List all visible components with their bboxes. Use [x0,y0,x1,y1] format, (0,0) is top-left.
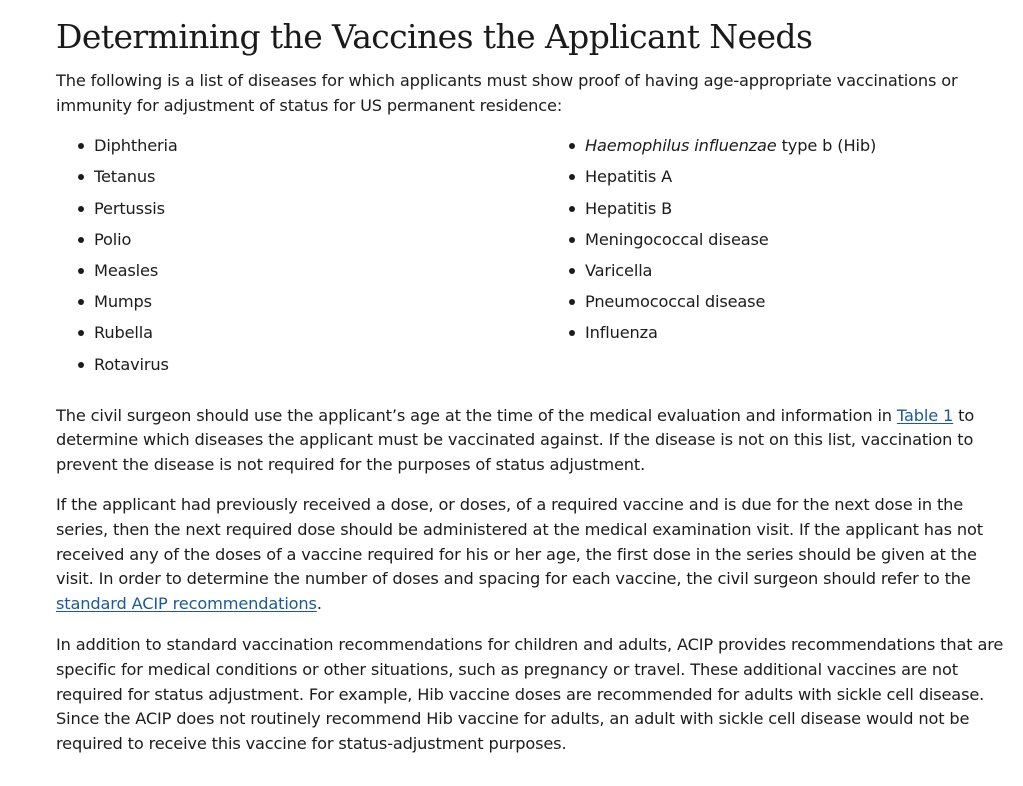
list-item [547,165,876,196]
bullet-icon [78,299,84,305]
disease-name: Rotavirus [94,354,169,374]
disease-name-italic: Haemophilus influenzae [585,136,777,156]
paragraph-text: The civil surgeon should use the applicant’s age at the time of the medical evaluation and information in [56,405,897,425]
disease-name: Hepatitis B [585,198,673,218]
list-item [547,321,876,352]
bullet-icon [569,174,575,180]
list-item [56,353,547,384]
bullet-icon [569,268,575,274]
disease-name: Hepatitis A [585,167,673,187]
bullet-icon [78,206,84,212]
paragraph-text: to determine which diseases the applicant must be vaccinated against. If the disease is not on this list, vaccination to prevent the disease is not required for the purposes of status adjustment. [56,405,975,474]
list-item [547,259,876,290]
disease-name: Tetanus [94,167,156,187]
bullet-icon [78,268,84,274]
disease-name: type b (Hib) [776,136,877,156]
disease-name: Pertussis [94,198,165,218]
page-title: Determining the Vaccines the Applicant Needs [56,17,813,56]
list-item [56,228,547,259]
disease-name: Diphtheria [94,136,178,156]
additional-recommendations-paragraph: In addition to standard vaccination recommendations for children and adults, ACIP provides recommendations that are specific for medical conditions or other situations, such as pregnancy or travel. These additional vaccines are not required for status adjustment. For example, Hib vaccine doses are recommended for adults with sickle cell disease. Since the ACIP does not routinely recommend Hib vaccine for adults, an adult with sickle cell disease would not be required to receive this vaccine for status-adjustment purposes. [56,635,1004,753]
bullet-icon [569,206,575,212]
bullet-icon [78,143,84,149]
list-item [56,134,547,165]
disease-name: Varicella [585,260,653,280]
bullet-icon [78,330,84,336]
disease-name: Pneumococcal disease [585,292,766,312]
list-item [547,134,876,165]
list-item [56,197,547,228]
bullet-icon [78,237,84,243]
bullet-icon [78,174,84,180]
disease-name: Measles [94,260,159,280]
list-item [56,259,547,290]
bullet-icon [569,330,575,336]
bullet-icon [569,143,575,149]
table-1-link[interactable]: Table 1 [896,405,954,425]
list-item [547,197,876,228]
disease-name: Meningococcal disease [585,229,769,249]
intro-paragraph: The following is a list of diseases for which applicants must show proof of having age-appropriate vaccinations or immunity for adjustment of status for US permanent residence: [56,71,958,115]
bullet-icon [569,299,575,305]
disease-list-right [547,134,876,384]
disease-name: Polio [94,229,132,249]
paragraph-text: If the applicant had previously received a dose, or doses, of a required vaccine and is due for the next dose in the series, then the next required dose should be administered at the medical examination visit. If the applicant has not received any of the doses of a vaccine required for his or her age, the first dose in the series should be given at the visit. In order to determine the number of doses and spacing for each vaccine, the civil surgeon should refer to the [56,495,983,589]
bullet-icon [569,237,575,243]
disease-lists [56,134,1006,384]
disease-name: Influenza [585,323,658,343]
list-item [547,290,876,321]
paragraph-text: . [316,593,322,613]
dose-guidance-paragraph [56,493,1006,616]
disease-list-left [56,134,547,384]
disease-name: Rubella [94,323,153,343]
disease-name: Mumps [94,292,152,312]
article [56,0,1006,756]
acip-recommendations-link[interactable]: standard ACIP recommendations [56,593,317,613]
list-item [547,228,876,259]
list-item [56,321,547,352]
list-item [56,165,547,196]
age-guidance-paragraph [56,404,1006,478]
list-item [56,290,547,321]
bullet-icon [78,362,84,368]
